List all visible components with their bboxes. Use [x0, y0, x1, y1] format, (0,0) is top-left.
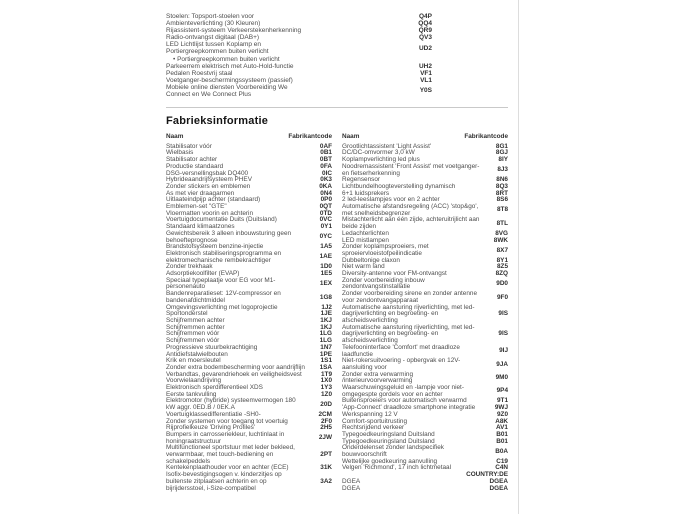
- spec-name: Progressieve stuurbekrachtiging: [166, 343, 258, 351]
- spec-name: DC/DC-omvormer 3,0 kW: [342, 149, 415, 157]
- spec-code: 8TL: [496, 219, 508, 227]
- spec-code: 8Q3: [495, 182, 508, 190]
- spec-name: Voertuigdocumentatie Duits (Duitsland): [166, 216, 277, 224]
- spec-name: Standaard klimaatzones: [166, 223, 235, 231]
- table-row: [342, 445, 508, 458]
- spec-code: 1D0: [320, 263, 332, 271]
- spec-code: 0AF: [319, 142, 332, 150]
- spec-code: 8ZQ: [495, 270, 508, 278]
- spec-name: Voetganger-beschermingssysteem (passief): [166, 76, 293, 84]
- spec-name: Velgen 'Richmond', 17 inch lichtmetaal: [342, 464, 452, 472]
- spec-name: Stabilisator achter: [166, 156, 218, 164]
- spec-code: 1S1: [320, 357, 332, 365]
- table-row: [342, 244, 508, 257]
- spec-code: QV3: [418, 34, 432, 42]
- spec-code: 0FA: [320, 162, 332, 170]
- spec-code: 9IS: [498, 310, 508, 318]
- spec-name: Verbandtas, gevarendriehoek en veiligheidsvest: [166, 370, 302, 378]
- top-option-list: [166, 13, 432, 98]
- spec-code: 1E5: [320, 270, 332, 278]
- spec-name: Voertuigklassedifferentiatie -SH0-: [166, 410, 261, 418]
- spec-code: 0IC: [322, 169, 332, 177]
- table-row: [342, 164, 508, 177]
- spec-code: 2F0: [320, 417, 332, 425]
- spec-row: [166, 84, 432, 98]
- spec-name: Schijfremmen achter: [166, 316, 225, 324]
- spec-name: Onderdelenset zonder landspecifiek bouwvoorschrift: [342, 444, 444, 459]
- spec-code: 8VG: [495, 229, 508, 237]
- spec-name: Hybrideaandrijfsysteem PHEV: [166, 176, 252, 184]
- column-header-naam: Naam: [342, 133, 360, 140]
- column-header-naam: Naam: [166, 133, 184, 140]
- spec-name: Multifunctioneel sportstuur met leder bekleed, verwarmbaar, met touch-bediening en schakelpeddels: [166, 444, 295, 465]
- spec-name: Elektromotor (hybride) systeemvermogen 180 kW aggr. 0ED.B / 0EK.A: [166, 397, 296, 412]
- spec-name: Elektronisch stabiliseringsprogramma en elektromechanische rembekrachtiger: [166, 249, 282, 264]
- table-row: [342, 372, 508, 385]
- spec-name: Telefooninterface 'Comfort' met draadloze laadfunctie: [342, 343, 460, 358]
- table-row: [166, 472, 332, 492]
- spec-row: [166, 27, 432, 34]
- spec-name: Comfort-sportuitrusting: [342, 417, 407, 425]
- spec-name: Automatische aansturing rijverlichting, met led-dagrijverlichting en begroeting- en afscheidsverlichting: [342, 303, 475, 324]
- spec-code: 0YC: [319, 233, 332, 241]
- spec-code: 1Y3: [320, 384, 332, 392]
- right-rows: [342, 144, 508, 493]
- separator-line: [166, 107, 508, 108]
- spec-name: Uitlaateindpijp achter (standaard): [166, 196, 261, 204]
- spec-name: Eerste tankvulling: [166, 390, 217, 398]
- spec-row: [166, 77, 432, 84]
- spec-name: Werkspanning 12 V: [342, 410, 398, 418]
- spec-name: Stabilisator vóór: [166, 142, 212, 150]
- spec-name: Zonder voorbereiding inbouw zendontvangstinstallatie: [342, 276, 425, 291]
- spec-code: QQ4: [418, 20, 432, 28]
- table-row: [342, 345, 508, 358]
- table-row: [166, 398, 332, 411]
- top-list-item: [166, 77, 432, 84]
- spec-name: 2 led-leeslampjes voor en 2 achter: [342, 196, 440, 204]
- spec-code: 8WK: [493, 236, 508, 244]
- spec-row: [166, 34, 432, 41]
- spec-code: 8G1: [495, 142, 508, 150]
- spec-code: 0B1: [320, 149, 332, 157]
- spec-name: DGEA: [342, 477, 361, 485]
- spec-code: 9JA: [496, 360, 508, 368]
- spec-code: 9IJ: [499, 347, 508, 355]
- spec-name: Ledachterlichten: [342, 229, 389, 237]
- spec-code: 1JE: [320, 310, 332, 318]
- spec-name: 6+1 luidsprekers: [342, 189, 390, 197]
- table-row: [342, 479, 508, 486]
- spec-code: 2H5: [320, 424, 332, 432]
- spec-name: Ambienteverlichting (30 Kleuren): [166, 20, 261, 28]
- spec-code: B0A: [495, 447, 508, 455]
- spec-code: 2JW: [318, 434, 332, 442]
- spec-code: 9WJ: [494, 404, 508, 412]
- spec-name: DGEA: [342, 484, 361, 492]
- spec-name: Bumpers in carrosseriekleur, luchtinlaat in honingraatstructuur: [166, 430, 285, 445]
- column-header-row: [342, 134, 508, 141]
- spec-code: DGEA: [489, 484, 508, 492]
- spec-code: 0QT: [319, 203, 332, 211]
- table-row: [166, 291, 332, 304]
- table-row: [166, 278, 332, 291]
- spec-code: 1G8: [319, 293, 332, 301]
- spec-name: Productie standaard: [166, 162, 224, 170]
- spec-name: LED mistlampen: [342, 236, 389, 244]
- section-title: Fabrieksinformatie: [166, 115, 269, 127]
- spec-code: 9T1: [496, 397, 508, 405]
- spec-name: Antidiefstalwielbouten: [166, 350, 228, 358]
- spec-code: UD2: [418, 44, 432, 52]
- spec-code: COUNTRY:DE: [466, 471, 508, 479]
- table-row: [342, 278, 508, 291]
- top-list-item: [166, 70, 432, 77]
- spec-code: UH2: [418, 62, 432, 70]
- table-row: [342, 472, 508, 479]
- spec-name: Zonder voorbereiding sirene en zonder antenne voor zendontvangapparaat: [342, 290, 478, 304]
- spec-code: 8Z5: [496, 263, 508, 271]
- factory-info-column-left: [166, 134, 332, 492]
- spec-code: 1N7: [320, 343, 332, 351]
- table-row: [342, 204, 508, 217]
- top-list-item: [166, 27, 432, 34]
- spec-name: As met vier draagarmen: [166, 189, 235, 197]
- spec-code: DGEA: [489, 477, 508, 485]
- factory-info-table: [166, 134, 508, 492]
- column-header-fabrikantcode: Fabrikantcode: [288, 133, 332, 140]
- spec-name: Rijprofielkeuze 'Driving Profiles': [166, 424, 256, 432]
- spec-name: Zonder extra verwarming /interieurvoorverwarming: [342, 370, 414, 385]
- spec-name: Wettelijke goedkeuring aanvulling: [342, 457, 438, 465]
- spec-name: Pedalen Roestvrij staal: [166, 69, 233, 77]
- spec-code: 9IS: [498, 330, 508, 338]
- spec-code: 1PE: [319, 350, 332, 358]
- spec-name: Typegoedkeuringsland Duitsland: [342, 430, 435, 438]
- table-row: [166, 231, 332, 244]
- table-row: [166, 432, 332, 445]
- spec-code: A8K: [495, 417, 508, 425]
- spec-code: 0VC: [319, 216, 332, 224]
- spec-name: LED Lichtlijst tussen Koplamp en Portiergreepkommen buiten verlicht: [166, 41, 269, 56]
- top-list-item: [166, 13, 432, 20]
- column-header-row: [166, 134, 332, 141]
- spec-code: 1T9: [320, 370, 332, 378]
- spec-code: 1EX: [319, 280, 332, 288]
- spec-code: 2CM: [318, 410, 332, 418]
- table-row: [166, 251, 332, 264]
- table-row: [342, 217, 508, 230]
- spec-name: Isofix-bevestigingsogen v. kinderzitjes op buitenste zitplaatsen achterin en op bijrijdersstoel, i-Size-compatibel: [166, 471, 282, 492]
- spec-name: DSG-versnellingsbak DQ400: [166, 169, 249, 177]
- spec-code: 0KA: [319, 182, 332, 190]
- spec-name: Regensensor: [342, 176, 381, 184]
- spec-code: C4N: [495, 464, 508, 472]
- top-list-item: [166, 84, 432, 98]
- spec-code: 0K3: [320, 176, 332, 184]
- spec-name: Rijassistent-systeem Verkeerstekenherkenning: [166, 27, 302, 35]
- spec-code: 8GJ: [495, 149, 508, 157]
- spec-code: 0TD: [319, 209, 332, 217]
- page-edge-line: [518, 0, 519, 514]
- spec-name: Wielbasis: [166, 149, 194, 157]
- spec-code: 8T8: [496, 206, 508, 214]
- spec-code: 9D0: [496, 280, 508, 288]
- top-list-item: [166, 20, 432, 27]
- table-row: [342, 486, 508, 493]
- spec-code: QR9: [418, 27, 432, 35]
- spec-code: 1LG: [319, 337, 332, 345]
- spec-code: 0P0: [320, 196, 332, 204]
- column-header-fabrikantcode: Fabrikantcode: [464, 133, 508, 140]
- spec-code: 8J3: [497, 166, 508, 174]
- spec-name: Voorwielaandrijving: [166, 377, 222, 385]
- table-row: [166, 445, 332, 465]
- spec-code: 8Y1: [496, 256, 508, 264]
- spec-code: VF1: [420, 69, 432, 77]
- spec-code: 8S6: [496, 196, 508, 204]
- spec-name: Zonder trekhaak: [166, 263, 213, 271]
- spec-row: [166, 41, 432, 55]
- top-list-item: [166, 63, 432, 70]
- factory-info-column-right: [342, 134, 508, 492]
- spec-code: 1KJ: [320, 323, 332, 331]
- table-row: [342, 291, 508, 304]
- spec-name: Adsorptiekoolfilter (EVAP): [166, 270, 240, 278]
- spec-name: Zonder stickers en emblemen: [166, 182, 251, 190]
- spec-code: 8X7: [496, 246, 508, 254]
- spec-code: 8RT: [495, 189, 508, 197]
- top-list-item: [166, 34, 432, 41]
- spec-name: Koplampverlichting led plus: [342, 156, 420, 164]
- table-row: [342, 385, 508, 398]
- spec-code: 0Y1: [320, 223, 332, 231]
- spec-code: Y0S: [419, 87, 432, 95]
- spec-code: 1SA: [319, 363, 332, 371]
- spec-code: 9F0: [496, 293, 508, 301]
- spec-code: 20D: [320, 400, 332, 408]
- spec-name: Niet warm land: [342, 263, 385, 271]
- spec-name: Gewichtsbereik 3 alleen inbouwsturing geen behoefteprognose: [166, 229, 292, 244]
- spec-row: [166, 20, 432, 27]
- spec-name: Parkeerrem elektrisch met Auto-Hold-functie: [166, 62, 294, 70]
- spec-row: [166, 13, 432, 20]
- spec-name: Kentekenplaathouder voor en achter (ECE): [166, 464, 289, 472]
- spec-code: 2PT: [320, 451, 332, 459]
- spec-name: Automatische aansturing rijverlichting, met led-dagrijverlichting en begroeting- en afscheidsverlichting: [342, 323, 475, 345]
- spec-code: 3A2: [320, 477, 332, 485]
- spec-code: VL1: [420, 76, 432, 84]
- spec-code: 1X0: [320, 377, 332, 385]
- spec-name: Niet-rokersuitvoering - opbergvak en 12V-aansluiting voor: [342, 357, 461, 371]
- spec-name: Schijfremmen achter: [166, 323, 225, 331]
- spec-code: 1J2: [321, 303, 332, 311]
- spec-code: 9P4: [496, 387, 508, 395]
- table-row: [342, 325, 508, 345]
- spec-code: Q4P: [418, 13, 432, 20]
- spec-name: Brandstofsysteem benzine-injectie: [166, 243, 264, 251]
- spec-name: Krik en moersleutel: [166, 357, 221, 365]
- spec-name: Bandenreparatieset: 12V-compressor en bandenafdichtmiddel: [166, 290, 281, 304]
- spec-name: Schijfremmen vóór: [166, 337, 220, 345]
- table-row: [342, 305, 508, 325]
- spec-name: Emblemen-set "GTE": [166, 203, 227, 211]
- spec-row: [166, 70, 432, 77]
- spec-name: Rechtsrijdend verkeer: [342, 424, 405, 432]
- spec-name: Vloermatten voorin en achterin: [166, 209, 254, 217]
- spec-name: Typegoedkeuringsland Duitsland: [342, 437, 435, 445]
- spec-code: C19: [496, 457, 508, 465]
- spec-code: 8N6: [496, 176, 508, 184]
- left-rows: [166, 144, 332, 493]
- spec-code: 0N4: [320, 189, 332, 197]
- spec-code: B01: [496, 430, 508, 438]
- spec-name: Automatische afstandsregeling (ACC) 'stop&go', met snelheidsbegrenzer: [342, 203, 479, 217]
- table-row: [342, 358, 508, 371]
- spec-name: Omgevingsverlichting met logoprojectie: [166, 303, 278, 311]
- spec-name: Mistachterlicht aan één zijde, achteruitrijlicht aan beide zijden: [342, 216, 480, 231]
- spec-name: Radio-ontvangst digitaal (DAB+): [166, 34, 260, 42]
- spec-code: 1KJ: [320, 316, 332, 324]
- spec-name: Grootlichtassistent 'Light Assist': [342, 142, 432, 150]
- spec-name: Zonder koplampsproeiers, met sproeiervloeistofpeilindicatie: [342, 243, 429, 257]
- top-list-item: [166, 41, 432, 62]
- spec-name: Waarschuwingsgeluid en -lampje voor niet-omgegespte gordels voor en achter: [342, 384, 464, 398]
- spec-code: 9M0: [495, 373, 508, 381]
- spec-code: 9Z0: [496, 410, 508, 418]
- spec-code: 8IY: [498, 156, 508, 164]
- spec-name: Stoelen: Topsport-stoelen voor: [166, 13, 255, 20]
- spec-name: Zonder extra bodembescherming voor aandrijflijn: [166, 363, 305, 371]
- spec-code: 0BT: [319, 156, 332, 164]
- spec-code: 1LG: [319, 330, 332, 338]
- spec-name: Elektronisch sperdifferentieel XDS: [166, 384, 263, 392]
- spec-code: 31K: [320, 464, 332, 472]
- spec-code: 1A5: [320, 243, 332, 251]
- spec-code: 1Z0: [320, 390, 332, 398]
- spec-name: Speciaal typeplaatje voor EG voor M1-personenauto: [166, 276, 276, 291]
- spec-name: Lichtbundelhoogteverstelling dynamisch: [342, 182, 456, 190]
- spec-code: 1AE: [319, 253, 332, 261]
- spec-name: 'App-Connect' draadloze smartphone integratie: [342, 404, 476, 412]
- spec-name: Sportonderstel: [166, 310, 208, 318]
- spec-code: B01: [496, 437, 508, 445]
- spec-name: Buitensproeiers voor automatisch verwarmd: [342, 397, 467, 405]
- spec-name: Dubbeltonige claxon: [342, 256, 400, 264]
- spec-sub-item: • Portiergreepkommen buiten verlicht: [173, 55, 280, 63]
- spec-name: Noodremassistent 'Front Assist' met voetganger- en fietserherkenning: [342, 162, 480, 177]
- spec-code: AV1: [496, 424, 508, 432]
- spec-name: Zonder systemen voor toegang tot voertuig: [166, 417, 288, 425]
- spec-row: [166, 63, 432, 70]
- spec-name: Mobiele online diensten Voorbereiding We Connect en We Connect Plus: [166, 83, 288, 99]
- spec-name: Schijfremmen vóór: [166, 330, 220, 338]
- spec-name: Diversity-antenne voor FM-ontvangst: [342, 270, 447, 278]
